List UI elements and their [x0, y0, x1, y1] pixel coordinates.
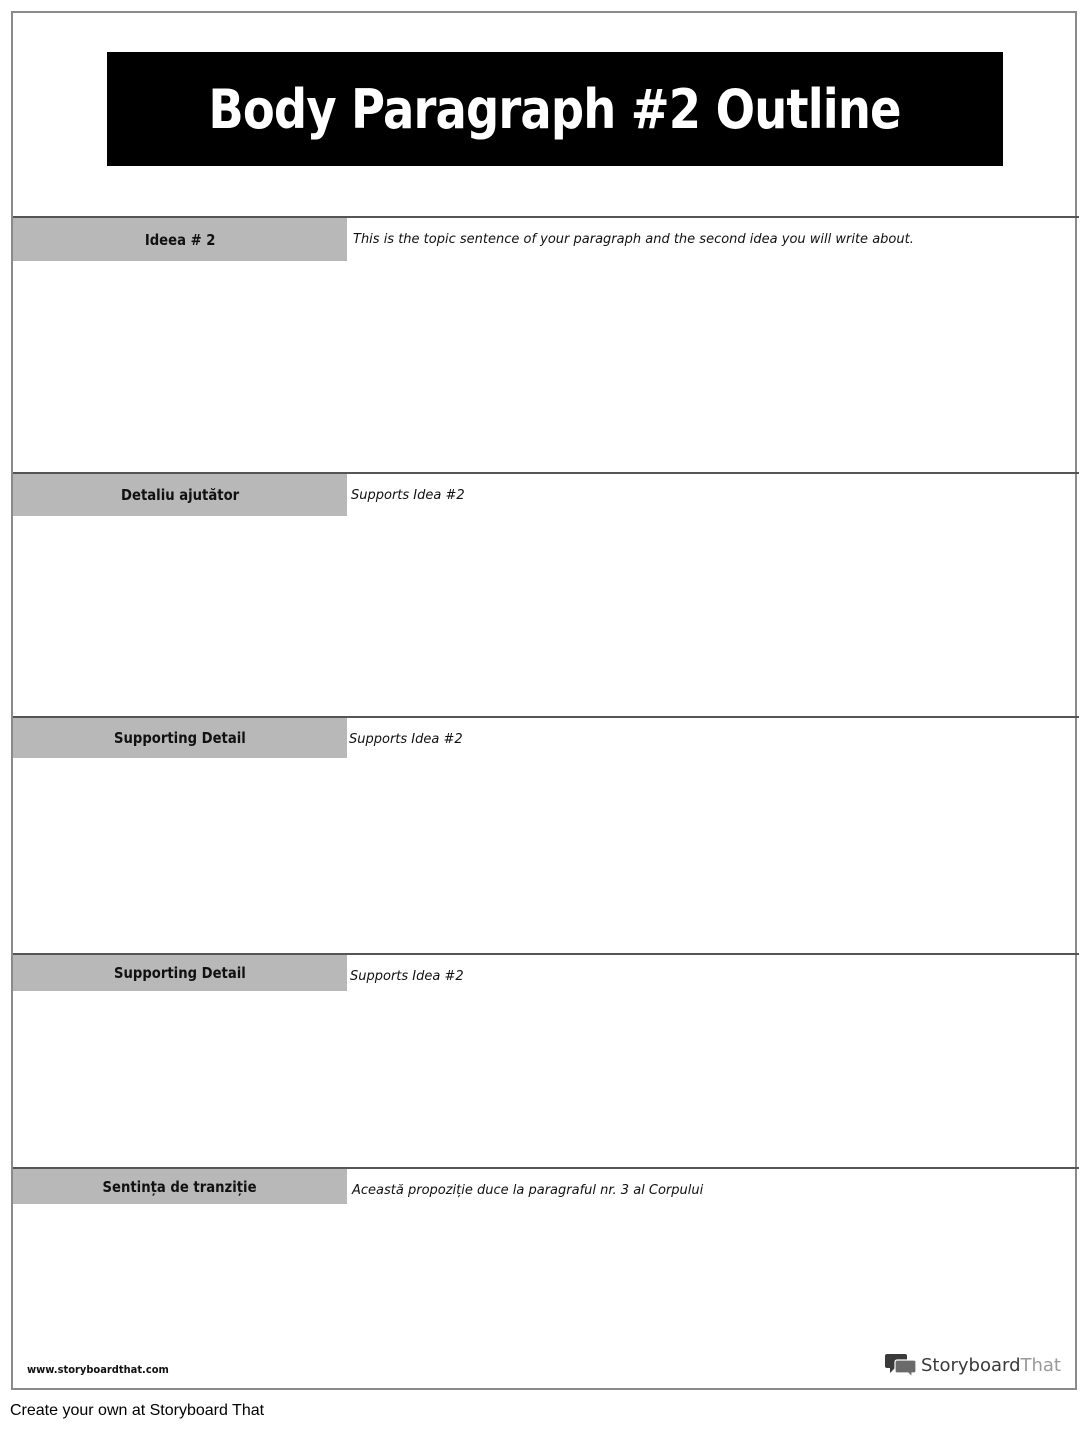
section-supporting-detail-3: [13, 953, 1079, 1167]
section-label-text: Detaliu ajutător: [120, 486, 240, 504]
section-label-supporting-detail-1: [13, 474, 347, 516]
section-hint-transition-sentence: Această propoziție duce la paragraful nr. 3 al Corpului: [352, 1183, 704, 1198]
speech-bubbles-icon: [885, 1352, 917, 1378]
brand-name-main: Storyboard: [920, 1354, 1021, 1376]
brand-name-light: That: [1020, 1354, 1061, 1376]
storyboardthat-logo[interactable]: [885, 1352, 1061, 1378]
section-main-idea: [13, 216, 1079, 472]
section-hint-supporting-detail-3: Supports Idea #2: [350, 969, 464, 984]
create-your-own-link[interactable]: Create your own at Storyboard That: [10, 1402, 265, 1419]
section-label-main-idea: [13, 218, 347, 261]
section-hint-supporting-detail-1: Supports Idea #2: [351, 488, 465, 503]
section-supporting-detail-1: [13, 472, 1079, 716]
worksheet-page: [11, 11, 1077, 1390]
brand-name: [921, 1355, 1061, 1376]
section-label-transition-sentence: [13, 1169, 347, 1204]
section-label-text: Ideea # 2: [144, 230, 216, 249]
title-banner: [107, 52, 1003, 166]
section-label-supporting-detail-2: [13, 718, 347, 758]
page-title: Body Paragraph #2 Outline: [208, 77, 902, 141]
section-supporting-detail-2: [13, 716, 1079, 953]
section-hint-supporting-detail-2: Supports Idea #2: [349, 732, 463, 747]
section-label-text: Sentința de tranziție: [102, 1177, 258, 1196]
footer-url[interactable]: www.storyboardthat.com: [27, 1363, 169, 1376]
section-label-text: Supporting Detail: [114, 729, 246, 747]
section-label-supporting-detail-3: [13, 955, 347, 991]
section-transition-sentence: [13, 1167, 1079, 1377]
section-label-text: Supporting Detail: [114, 964, 246, 982]
section-hint-main-idea: This is the topic sentence of your paragraph and the second idea you will write about.: [353, 232, 914, 247]
